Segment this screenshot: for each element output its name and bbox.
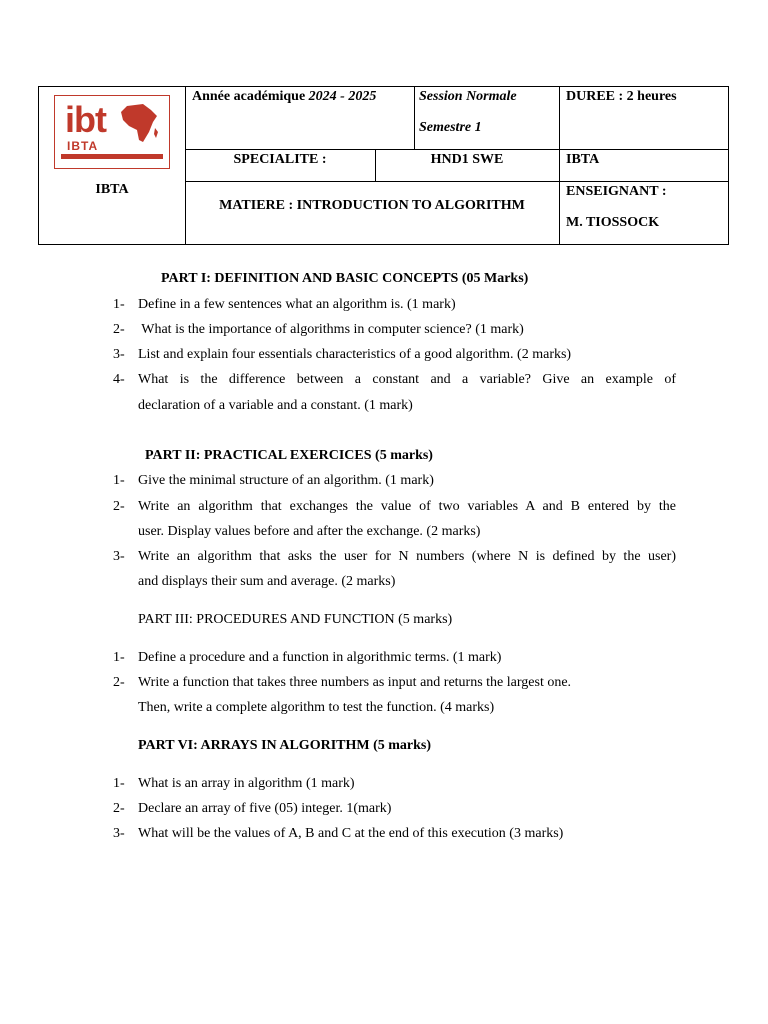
question-text: Give the minimal structure of an algorithm. (1 mark) xyxy=(138,473,434,488)
teacher-name: M. TIOSSOCK xyxy=(566,215,660,230)
africa-map-icon xyxy=(117,102,161,146)
question-text: What is the importance of algorithms in computer science? (1 mark) xyxy=(138,322,524,337)
semester: Semestre 1 xyxy=(419,120,482,135)
list-item-number: 2- xyxy=(113,801,125,816)
list-item-number: 2- xyxy=(113,499,125,514)
list-item-number: 3- xyxy=(113,826,125,841)
part3-title: PART III: PROCEDURES AND FUNCTION (5 marks) xyxy=(138,612,453,627)
subject: MATIERE : INTRODUCTION TO ALGORITHM xyxy=(219,198,525,213)
duration: DUREE : 2 heures xyxy=(566,89,677,104)
list-item-number: 1- xyxy=(113,297,125,312)
question-text: Declare an array of five (05) integer. 1(mark) xyxy=(138,801,392,816)
question-text-line: and displays their sum and average. (2 marks) xyxy=(138,574,396,589)
logo-band xyxy=(61,154,163,159)
question-text: What will be the values of A, B and C at the end of this execution (3 marks) xyxy=(138,826,564,841)
list-item-number: 3- xyxy=(113,347,125,362)
table-divider xyxy=(185,149,728,150)
question-text-line: Write an algorithm that asks the user for N numbers (where N is defined by the user) xyxy=(138,549,676,564)
question-text-line: Write an algorithm that exchanges the value of two variables A and B entered by the xyxy=(138,499,676,514)
ibta-logo xyxy=(54,95,170,169)
list-item-number: 2- xyxy=(113,322,125,337)
part2-title: PART II: PRACTICAL EXERCICES (5 marks) xyxy=(145,448,433,463)
session: Session Normale xyxy=(419,89,517,104)
logo-subtext: IBTA xyxy=(67,139,99,153)
question-text: List and explain four essentials characteristics of a good algorithm. (2 marks) xyxy=(138,347,572,362)
speciality-label: SPECIALITE : xyxy=(233,152,327,167)
list-item-number: 1- xyxy=(113,776,125,791)
logo-text: ibt xyxy=(65,99,106,140)
list-item-number: 1- xyxy=(113,650,125,665)
list-item-number: 2- xyxy=(113,675,125,690)
list-item-number: 1- xyxy=(113,473,125,488)
question-text-line: Write a function that takes three numbers as input and returns the largest one. xyxy=(138,675,572,690)
question-text: Define a procedure and a function in algorithmic terms. (1 mark) xyxy=(138,650,502,665)
speciality-value: HND1 SWE xyxy=(430,152,504,167)
question-text: Define in a few sentences what an algorithm is. (1 mark) xyxy=(138,297,456,312)
question-text-line: declaration of a variable and a constant. (1 mark) xyxy=(138,398,413,413)
academic-year-value: 2024 - 2025 xyxy=(308,89,377,104)
question-text-line: user. Display values before and after the exchange. (2 marks) xyxy=(138,524,481,539)
table-divider xyxy=(559,87,560,244)
list-item-number: 4- xyxy=(113,372,125,387)
question-text-line: What is the difference between a constant and a variable? Give an example of xyxy=(138,372,676,387)
exam-header-table xyxy=(38,86,729,245)
academic-year-label: Année académique xyxy=(192,89,306,104)
table-divider xyxy=(414,87,415,149)
question-text: What is an array in algorithm (1 mark) xyxy=(138,776,355,791)
part4-title: PART VI: ARRAYS IN ALGORITHM (5 marks) xyxy=(138,738,432,753)
academic-year xyxy=(192,88,414,106)
question-text-line: Then, write a complete algorithm to test the function. (4 marks) xyxy=(138,700,495,715)
institution-short: IBTA xyxy=(566,152,600,167)
list-item-number: 3- xyxy=(113,549,125,564)
table-divider xyxy=(185,181,728,182)
part1-title: PART I: DEFINITION AND BASIC CONCEPTS (05 Marks) xyxy=(161,271,529,286)
institution-left: IBTA xyxy=(95,182,129,197)
teacher-label: ENSEIGNANT : xyxy=(566,184,667,199)
